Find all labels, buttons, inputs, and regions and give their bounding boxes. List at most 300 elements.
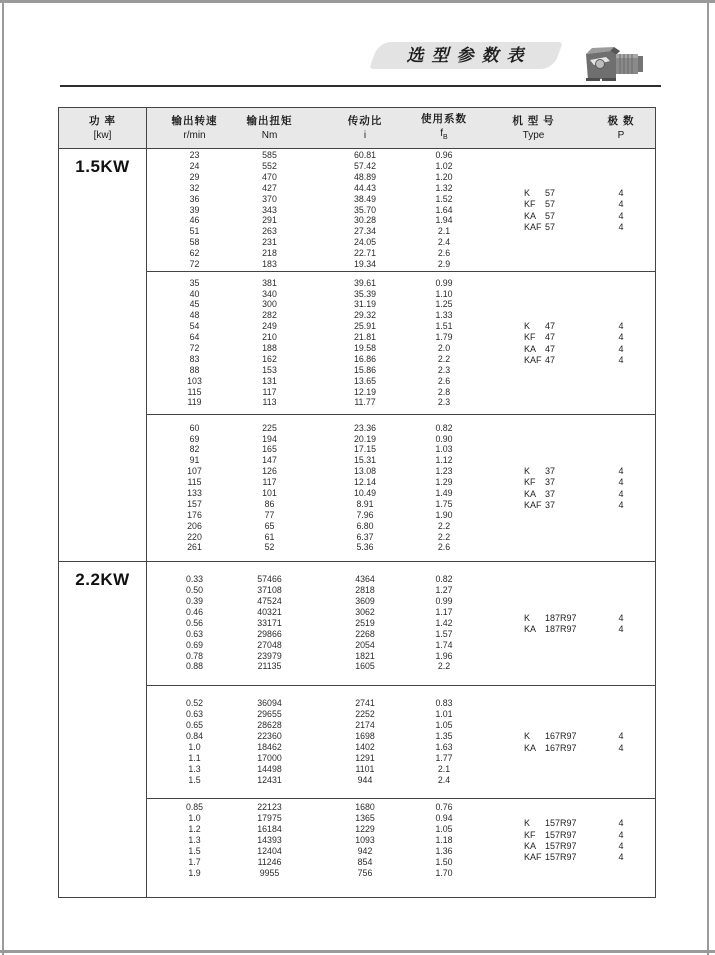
header-model-unit: Type [522,129,545,141]
model-poles: 4 [618,321,624,332]
cell-ratio: 13.08 [353,466,376,477]
model-poles: 4 [618,623,624,634]
model-poles: 4 [618,829,624,840]
model-series: KAF [524,852,542,863]
cell-torque: 249 [262,321,277,332]
cell-speed: 88 [189,364,200,375]
model-poles: 4 [618,742,624,753]
model-size: 57 [545,210,556,221]
block-content [147,574,655,672]
model-size: 37 [545,488,556,499]
model-row [524,343,655,354]
cell-torque: 17000 [257,752,282,763]
cell-ratio: 20.19 [353,433,376,444]
cell-torque: 14498 [257,763,282,774]
cell-torque: 28628 [257,720,282,731]
cell-ratio: 2818 [355,585,375,596]
cell-speed: 36 [189,193,200,204]
header-power [59,108,147,148]
model-name [524,211,596,221]
model-size: 37 [545,499,556,510]
cell-service-factor: 1.51 [435,321,453,332]
cell-ratio: 35.70 [353,204,376,215]
model-name [524,321,596,331]
model-series: K [524,188,531,199]
cell-speed: 206 [187,520,202,531]
cell-ratio: 27.34 [353,226,376,237]
model-size: 187R97 [545,623,577,634]
cell-speed: 0.56 [185,617,204,628]
cell-ratio: 2174 [355,720,375,731]
cell-service-factor: 1.29 [435,477,453,488]
model-block [147,414,655,561]
cell-service-factor: 2.2 [437,531,451,542]
cell-torque: 21135 [257,661,282,672]
model-row [524,840,655,851]
cell-service-factor: 1.02 [435,160,453,171]
cell-speed: 54 [189,321,200,332]
header-poles [596,108,646,148]
model-poles: 4 [618,188,624,199]
cell-speed: 83 [189,353,200,364]
model-name [524,489,596,499]
cell-speed: 1.3 [188,763,201,774]
cell-torque: 147 [262,455,277,466]
model-series: KA [524,210,537,221]
model-size: 57 [545,188,556,199]
model-poles: 4 [618,612,624,623]
cell-speed: 1.1 [188,752,201,763]
header-power-zh: 功 率 [89,114,116,127]
cell-ratio: 1365 [355,813,375,824]
model-name [524,344,596,354]
cell-torque: 61 [264,531,275,542]
model-row [524,731,655,742]
model-poles: 4 [618,343,624,354]
cell-torque: 183 [262,259,277,269]
model-row [524,612,655,623]
power-label: 1.5KW [75,157,130,176]
cell-torque: 27048 [257,639,282,650]
cell-service-factor: 1.64 [435,204,453,215]
cell-ratio: 48.89 [353,171,376,182]
cell-service-factor: 2.2 [437,353,451,364]
model-block [147,271,655,414]
cell-service-factor: 2.2 [437,520,451,531]
model-series: KA [524,343,537,354]
cell-ratio: 30.28 [353,215,376,226]
cell-ratio: 3062 [355,606,375,617]
cell-service-factor: 0.99 [435,596,453,607]
cell-service-factor: 0.99 [435,277,453,288]
cell-ratio: 11.77 [354,397,376,408]
cell-torque: 101 [262,488,277,498]
cell-ratio: 39.61 [353,277,376,288]
cell-torque: 370 [262,193,277,204]
model-poles: 4 [618,477,624,488]
header-speed-unit: r/min [183,129,206,141]
cell-ratio: 2252 [355,709,375,720]
model-row [524,354,655,365]
cell-speed: 0.33 [185,574,204,585]
cell-ratio: 3609 [355,596,375,607]
cell-speed: 46 [189,215,200,226]
cell-ratio: 942 [357,845,373,856]
cell-torque: 162 [262,353,277,364]
model-series: K [524,731,531,742]
model-poles: 4 [618,199,624,210]
model-size: 47 [545,332,556,343]
cell-service-factor: 1.17 [435,606,453,617]
cell-torque: 40321 [257,606,282,617]
cell-speed: 119 [187,397,202,408]
table-body [59,149,655,898]
cell-speed: 72 [189,259,200,269]
model-poles: 4 [618,466,624,477]
cell-service-factor: 1.25 [435,299,453,310]
cell-speed: 45 [189,299,200,310]
cell-torque: 117 [262,386,277,397]
model-series: K [524,466,531,477]
cell-speed: 0.46 [185,606,204,617]
cell-ratio: 24.05 [353,237,376,248]
cell-service-factor: 1.57 [435,628,453,639]
blocks-column [147,149,655,561]
model-block [147,149,655,271]
model-size: 157R97 [545,818,577,829]
cell-speed: 35 [189,277,200,288]
cell-speed: 1.0 [188,813,201,824]
page-edge-top [0,0,715,3]
model-block [147,798,655,898]
cell-ratio: 57.42 [353,160,376,171]
model-name [524,852,596,862]
cell-service-factor: 1.52 [435,193,453,204]
cell-speed: 0.63 [185,709,204,720]
cell-torque: 47524 [257,596,282,607]
cell-torque: 113 [262,397,277,408]
cell-ratio: 17.15 [353,444,376,455]
cell-speed: 62 [189,248,200,259]
cell-service-factor: 1.50 [435,856,453,867]
cell-torque: 585 [262,150,277,161]
cell-speed: 48 [189,310,200,321]
cell-service-factor: 1.77 [435,752,453,763]
cell-ratio: 19.58 [353,343,376,353]
cell-torque: 340 [262,288,277,299]
cell-service-factor: 1.75 [435,498,453,509]
cell-ratio: 16.86 [353,353,376,364]
page-edge-bottom [0,950,715,953]
cell-torque: 427 [262,182,277,193]
model-poles: 4 [618,354,624,365]
cell-speed: 0.84 [185,731,204,742]
model-list [524,423,655,554]
model-poles: 4 [618,499,624,510]
model-series: K [524,612,531,623]
cell-torque: 470 [262,171,277,182]
model-row [524,488,655,499]
cell-ratio: 2519 [355,617,375,628]
cell-ratio: 10.49 [353,488,376,498]
model-row [524,477,655,488]
cell-speed: 157 [187,498,202,509]
model-poles: 4 [618,221,624,232]
header-ratio-unit: i [363,129,367,141]
cell-ratio: 60.81 [353,150,376,161]
cell-torque: 225 [262,422,277,433]
cell-service-factor: 1.90 [435,509,453,520]
cell-ratio: 1101 [355,763,375,774]
model-size: 37 [545,477,556,488]
model-series: KAF [524,354,542,365]
cell-torque: 86 [264,498,275,509]
cell-service-factor: 0.83 [435,698,453,709]
block-content [147,802,655,878]
cell-service-factor: 2.4 [437,774,451,785]
cell-ratio: 44.43 [353,182,376,193]
model-size: 37 [545,466,556,477]
cell-ratio: 1680 [355,802,375,813]
model-row [524,623,655,634]
model-list [524,150,655,270]
table-header-right [147,108,655,148]
model-size: 167R97 [545,742,577,753]
header-torque-zh: 输出扭矩 [246,114,293,127]
cell-ratio: 12.19 [353,386,376,397]
model-row [524,742,655,753]
cell-ratio: 15.86 [353,364,376,375]
cell-service-factor: 1.27 [435,585,453,596]
cell-ratio: 12.14 [353,477,376,488]
cell-torque: 153 [262,364,277,375]
cell-speed: 64 [189,332,200,343]
cell-speed: 32 [189,182,200,193]
cell-service-factor: 0.94 [435,813,453,824]
cell-speed: 1.3 [188,834,201,845]
header-ratio [313,108,417,148]
cell-speed: 0.85 [185,802,204,813]
cell-torque: 117 [262,477,277,488]
cell-service-factor: 1.05 [435,720,453,731]
title-rule [60,85,661,87]
table-header-row [59,108,655,149]
cell-speed: 1.7 [188,856,201,867]
cell-service-factor: 1.36 [435,845,453,856]
cell-ratio: 29.32 [353,310,376,321]
cell-service-factor: 2.3 [437,364,451,375]
cell-service-factor: 1.03 [435,444,453,455]
cell-service-factor: 2.6 [437,248,451,259]
header-power-unit: [kw] [93,129,112,141]
block-content [147,150,655,270]
header-poles-zh: 极 数 [607,114,635,127]
model-row [524,320,655,331]
cell-ratio: 1698 [355,731,375,742]
cell-torque: 165 [262,444,277,455]
cell-service-factor: 1.70 [435,867,453,878]
cell-torque: 291 [262,215,277,226]
cell-torque: 57466 [257,574,282,585]
model-row [524,818,655,829]
cell-service-factor: 1.63 [435,741,453,752]
model-series: K [524,321,531,332]
model-size: 157R97 [545,841,577,852]
model-row [524,465,655,476]
model-name [524,222,596,232]
cell-service-factor: 0.96 [435,150,453,161]
cell-speed: 1.5 [188,774,201,785]
model-name [524,743,596,753]
model-poles: 4 [618,731,624,742]
cell-service-factor: 1.18 [435,834,453,845]
model-row [524,332,655,343]
cell-service-factor: 1.96 [435,650,453,661]
model-series: KF [524,829,536,840]
model-series: KA [524,623,537,634]
cell-torque: 210 [262,332,277,343]
cell-speed: 0.69 [185,639,204,650]
cell-speed: 176 [187,509,202,520]
cell-service-factor: 2.2 [437,661,451,672]
cell-ratio: 1291 [355,752,375,763]
cell-speed: 82 [189,444,200,455]
cell-service-factor: 1.23 [435,466,453,477]
cell-torque: 9955 [259,867,280,878]
cell-ratio: 1821 [355,650,375,661]
cell-service-factor: 2.8 [437,386,451,397]
cell-torque: 65 [264,520,275,531]
model-size: 167R97 [545,731,577,742]
cell-ratio: 31.19 [353,299,376,310]
power-group [59,561,655,898]
block-content [147,423,655,554]
model-name [524,613,596,623]
cell-speed: 0.88 [185,661,204,672]
model-name [524,830,596,840]
model-size: 47 [545,321,556,332]
cell-speed: 0.39 [185,596,204,607]
model-row [524,499,655,510]
cell-ratio: 8.91 [356,498,374,509]
header-model-zh: 机 型 号 [512,114,555,127]
cell-speed: 69 [189,433,200,444]
cell-service-factor: 1.33 [435,310,453,321]
cell-torque: 36094 [257,698,282,709]
model-name [524,466,596,476]
cell-speed: 91 [189,455,200,466]
model-poles: 4 [618,841,624,852]
cell-ratio: 756 [357,867,373,878]
cell-torque: 231 [262,237,277,248]
cell-ratio: 6.80 [356,520,374,531]
cell-service-factor: 0.76 [435,802,453,813]
cell-service-factor: 1.49 [435,488,453,498]
model-name [524,188,596,198]
model-size: 57 [545,221,556,232]
cell-speed: 51 [189,226,200,237]
cell-ratio: 35.39 [353,288,376,299]
model-series: K [524,818,531,829]
model-series: KAF [524,499,542,510]
cell-speed: 103 [187,375,202,386]
cell-speed: 1.2 [188,824,201,835]
cell-torque: 16184 [257,824,282,835]
model-row [524,210,655,221]
cell-speed: 0.63 [185,628,204,639]
cell-service-factor: 2.0 [437,343,451,353]
cell-torque: 17975 [257,813,282,824]
cell-ratio: 2268 [355,628,375,639]
cell-service-factor: 0.82 [435,422,453,433]
cell-speed: 1.9 [188,867,201,878]
cell-torque: 381 [262,277,277,288]
cell-service-factor: 2.6 [437,542,451,553]
model-name [524,841,596,851]
cell-ratio: 6.37 [356,531,374,542]
power-column [59,149,147,561]
model-name [524,355,596,365]
cell-speed: 23 [189,150,200,161]
cell-speed: 220 [187,531,202,542]
model-name [524,199,596,209]
block-content [147,698,655,785]
model-block [147,685,655,799]
cell-service-factor: 1.32 [435,182,453,193]
cell-torque: 33171 [257,617,282,628]
cell-torque: 12431 [257,774,282,785]
cell-speed: 29 [189,171,200,182]
model-list [524,574,655,672]
cell-speed: 115 [187,386,202,397]
cell-speed: 1.0 [188,741,201,752]
header-torque-unit: Nm [261,129,278,141]
cell-speed: 115 [187,477,202,488]
cell-speed: 24 [189,160,200,171]
model-series: KF [524,477,536,488]
page-edge-right [707,0,709,955]
header-service-factor-zh: 使用系数 [421,112,467,125]
cell-speed: 0.50 [185,585,204,596]
model-size: 157R97 [545,829,577,840]
cell-service-factor: 1.05 [435,824,453,835]
page-title: 选型参数表 [406,46,532,65]
cell-service-factor: 2.6 [437,375,451,386]
cell-torque: 131 [262,375,277,386]
model-size: 47 [545,354,556,365]
model-poles: 4 [618,488,624,499]
header-poles-unit: P [617,129,625,141]
cell-service-factor: 1.20 [435,171,453,182]
header-ratio-zh: 传动比 [347,114,383,127]
model-size: 57 [545,199,556,210]
block-content [147,278,655,409]
model-block [147,562,655,685]
cell-speed: 261 [187,542,202,553]
cell-torque: 29866 [257,628,282,639]
model-name [524,731,596,741]
cell-torque: 11246 [257,856,282,867]
cell-speed: 40 [189,288,200,299]
cell-speed: 60 [189,422,200,433]
cell-service-factor: 1.12 [435,455,453,466]
cell-torque: 12404 [257,845,282,856]
model-poles: 4 [618,332,624,343]
cell-service-factor: 2.4 [437,237,451,248]
cell-speed: 1.5 [188,845,201,856]
cell-torque: 263 [262,226,277,237]
model-list [524,802,655,878]
